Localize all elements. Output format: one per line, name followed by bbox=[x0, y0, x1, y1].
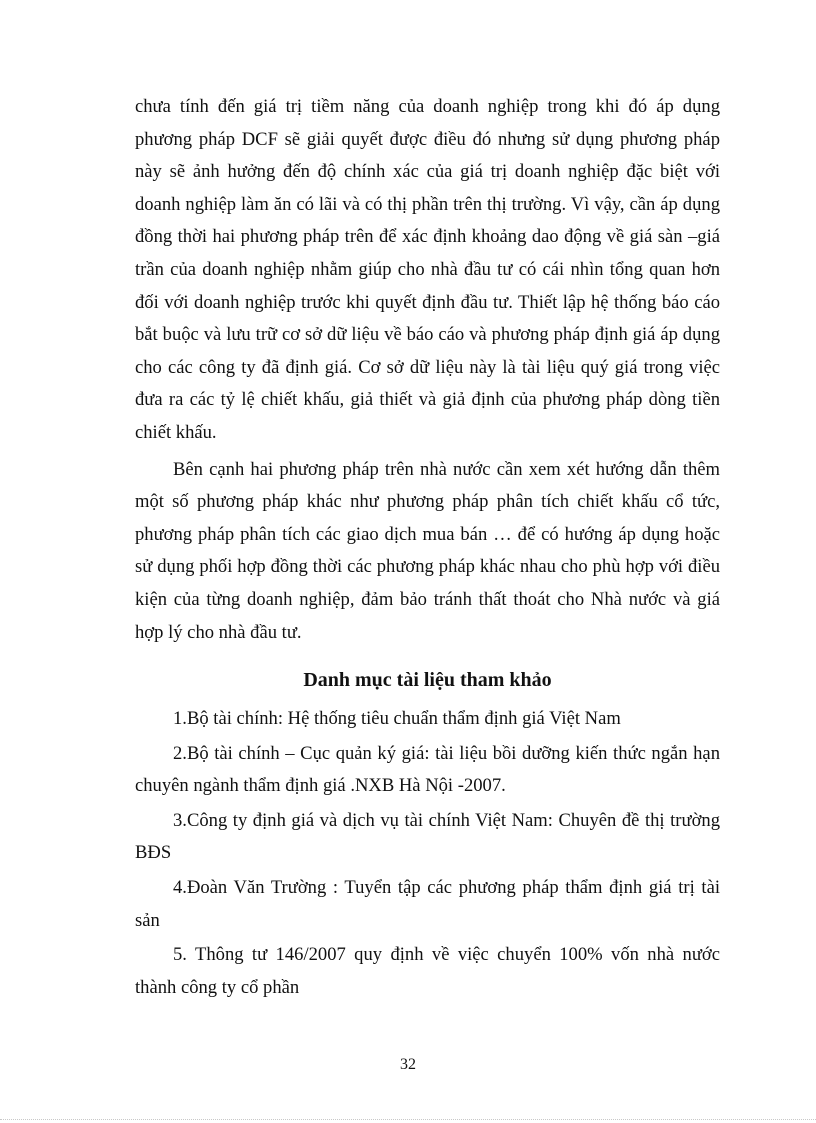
page-number: 32 bbox=[400, 1056, 416, 1073]
body-paragraph-2: Bên cạnh hai phương pháp trên nhà nước cần xem xét hướng dẫn thêm một số phương pháp khác như phương pháp phân tích chiết khấu cổ tức, phương pháp phân tích các giao dịch mua bán … để có hướng áp dụng hoặc sử dụng phối hợp đồng thời các phương pháp khác nhau cho phù hợp với điều kiện của từng doanh nghiệp, đảm bảo tránh thất thoát cho Nhà nước và giá hợp lý cho nhà đầu tư. bbox=[135, 458, 720, 643]
reference-item-3: 3.Công ty định giá và dịch vụ tài chính Việt Nam: Chuyên đề thị trường BĐS bbox=[135, 809, 720, 864]
reference-item-5: 5. Thông tư 146/2007 quy định về việc chuyển 100% vốn nhà nước thành công ty cổ phần bbox=[135, 944, 720, 998]
reference-item-4: 4.Đoàn Văn Trường : Tuyển tập các phương pháp thẩm định giá trị tài sản bbox=[135, 877, 720, 931]
reference-item-2: 2.Bộ tài chính – Cục quản ký giá: tài liệu bồi dưỡng kiến thức ngắn hạn chuyên ngành thẩm định giá .NXB Hà Nội -2007. bbox=[135, 742, 720, 797]
body-paragraph-1: chưa tính đến giá trị tiềm năng của doanh nghiệp trong khi đó áp dụng phương pháp DCF sẽ giải quyết được điều đó nhưng sử dụng phương pháp này sẽ ảnh hưởng đến độ chính xác của giá trị doanh nghiệp đặc biệt với doanh nghiệp làm ăn có lãi và có thị phần trên thị trường. Vì vậy, cần áp dụng đồng thời hai phương pháp trên để xác định khoảng dao động về giá sàn –giá trần của doanh nghiệp nhằm giúp cho nhà đầu tư có cái nhìn tổng quan hơn đối với doanh nghiệp trước khi quyết định đầu tư. Thiết lập hệ thống báo cáo bắt buộc và lưu trữ cơ sở dữ liệu về báo cáo và phương pháp định giá áp dụng cho các công ty đã định giá. Cơ sở dữ liệu này là tài liệu quý giá trong việc đưa ra các tỷ lệ chiết khấu, giả thiết và giả định của phương pháp dòng tiền chiết khấu. bbox=[135, 96, 720, 443]
page-bottom-divider bbox=[0, 1119, 816, 1120]
page-content bbox=[135, 91, 720, 1006]
references-heading: Danh mục tài liệu tham khảo bbox=[303, 669, 552, 692]
reference-item-1: 1.Bộ tài chính: Hệ thống tiêu chuẩn thẩm định giá Việt Nam bbox=[173, 708, 621, 730]
